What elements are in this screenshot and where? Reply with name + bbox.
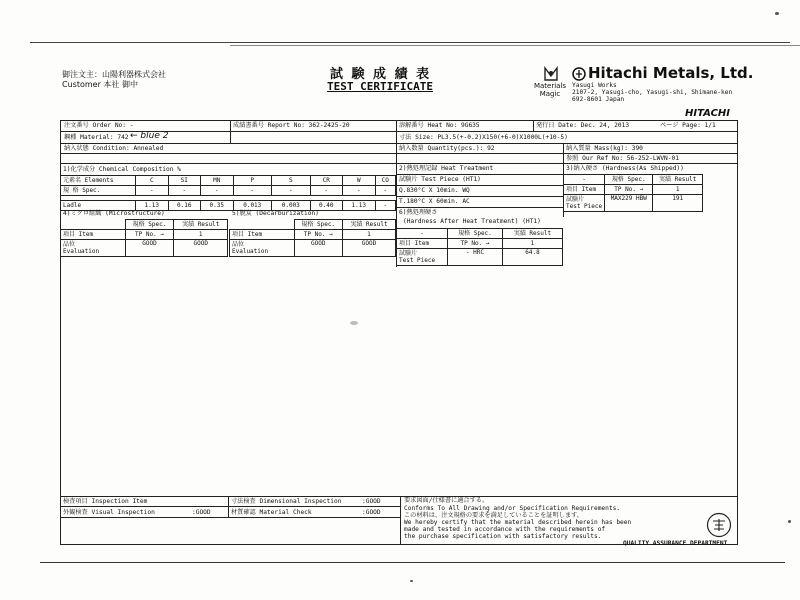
page-title: TEST CERTIFICATE (327, 80, 433, 93)
hardness-after-tp-label: TP No. → (448, 239, 503, 249)
micro-eval-en: Evaluation (63, 248, 100, 255)
header-col-divider (230, 120, 231, 143)
certify-en-3: the purchase specification with satisfactory results. (404, 533, 602, 540)
certify-en-2: made and tested in accordance with the requirements of (404, 526, 606, 533)
chem-element: SI (168, 176, 201, 186)
chem-spec: - (233, 186, 272, 196)
heat-title: 2)熱処理記録 Heat Treatment (399, 165, 494, 172)
mass: 納入質量 Mass(kg): 390 (566, 145, 643, 152)
chem-ladle: 0.35 (201, 201, 234, 211)
hardness-after-piece-jp: 試験片 (399, 250, 418, 257)
visual-result: :GOOD (192, 509, 211, 516)
chem-element: MN (201, 176, 234, 186)
page-number: ページ Page: 1/1 (660, 122, 716, 129)
decarb-spec-label: 規格 Spec. (294, 220, 342, 230)
dimensional-result: :GOOD (362, 498, 381, 505)
header-row-divider (396, 163, 738, 164)
section-divider (60, 163, 396, 164)
micro-tp-label: TP No. → (125, 230, 174, 240)
hardness-shipped-piece-label (564, 195, 605, 212)
company-address-2: 692-8601 Japan (572, 96, 625, 103)
scan-speck (410, 580, 413, 582)
chem-element: CO (375, 176, 395, 186)
customer-label: 御注文主：山陽利器株式会社 (62, 70, 166, 79)
company-works: Yasugi Works (572, 82, 617, 89)
header-row-divider (60, 153, 738, 154)
chem-element: W (343, 176, 376, 186)
material-check: 材質確認 Material Check (231, 509, 312, 516)
chem-spec: - (343, 186, 376, 196)
hardness-after-item-label: 項目 Item (397, 239, 448, 249)
chem-spec: - (201, 186, 234, 196)
hardness-shipped-dash: - (564, 175, 605, 185)
chem-ladle: 0.40 (310, 201, 343, 211)
materials-magic-logo (535, 64, 567, 104)
micro-table (60, 219, 228, 257)
micro-item-label: 項目 Item (61, 230, 126, 240)
decarb-tp-label: TP No. → (294, 230, 342, 240)
micro-title: 4)ミクロ組織 (Microstructure) (63, 210, 165, 217)
chem-ladle: 1.13 (343, 201, 376, 211)
company-address-1: 2107-2, Yasugi-cho, Yasugi-shi, Shimane-ken (572, 89, 733, 96)
chem-table (60, 175, 396, 211)
heat-test-piece: 試験片 Test Piece (HT1) (399, 176, 481, 183)
chem-element: CR (310, 176, 343, 186)
hardness-shipped-title: 3)納入硬さ (Hardness(As Shipped)) (566, 165, 684, 172)
scan-speck (775, 12, 779, 15)
footer-divider (60, 506, 400, 507)
hardness-shipped-result-value: 191 (653, 195, 703, 212)
hardness-shipped-result-label: 実績 Result (653, 175, 703, 185)
customer-label-en: Customer 本社 御中 (62, 80, 138, 89)
chem-ladle: 0.16 (168, 201, 201, 211)
heat-quench: Q.830°C X 10min. WQ (399, 187, 470, 194)
qa-department: QUALITY ASSURANCE DEPARTMENT (623, 540, 728, 547)
footer-col-divider (400, 496, 401, 545)
heat-row-divider (396, 174, 563, 175)
chem-spec: - (136, 186, 169, 196)
chem-spec: - (375, 186, 395, 196)
decarb-result-value: GOOD (342, 240, 395, 257)
chem-spec: - (168, 186, 201, 196)
scan-speck (788, 520, 791, 523)
company-name: Hitachi Metals, Ltd. (588, 64, 754, 82)
heat-row-divider (396, 207, 563, 208)
chem-elements-label: 元素名 Elements (61, 176, 136, 186)
dimensional-inspection: 寸法検査 Dimensional Inspection (231, 498, 342, 505)
chem-spec: - (272, 186, 311, 196)
micro-result-label: 実績 Result (174, 220, 228, 230)
chem-spec: - (310, 186, 343, 196)
chem-ladle-label: Ladle (61, 201, 136, 211)
micro-spec-label: 規格 Spec. (125, 220, 174, 230)
chem-spec-label: 規 格 Spec. (61, 186, 136, 196)
decarb-title: 5)脱炭 (Decarburization) (232, 210, 319, 217)
hardness-after-table (396, 228, 563, 266)
decarb-eval-en: Evaluation (232, 248, 269, 255)
material-handwritten-note: ← blue 2 (130, 131, 169, 141)
micro-eval-jp: 品位 (63, 241, 76, 248)
header-col-divider (533, 120, 534, 131)
chem-ladle: 0.013 (233, 201, 272, 211)
chem-element: C (136, 176, 169, 186)
conform-en: Conforms To All Drawing and/or Specification Requirements. (404, 505, 621, 512)
conform-jp: 要求図面/仕様書に適合する。 (404, 497, 489, 504)
hardness-after-dash: - (397, 229, 448, 239)
delivery-condition: 納入状態 Condition: Annealed (64, 145, 164, 152)
hardness-after-result-value: 64.8 (502, 249, 562, 266)
visual-inspection: 外観検査 Visual Inspection (63, 509, 155, 516)
hardness-after-tp-value: 1 (502, 239, 562, 249)
hardness-after-piece-label (397, 249, 448, 266)
hitachi-wordmark: HITACHI (685, 108, 730, 119)
micro-tp-value: 1 (174, 230, 228, 240)
heat-temper: T.180°C X 60min. AC (399, 198, 470, 205)
decarb-spec-value: GOOD (294, 240, 342, 257)
hardness-after-result-label: 実績 Result (502, 229, 562, 239)
qa-stamp-icon (706, 512, 732, 538)
hardness-shipped-tp-value: 1 (653, 185, 703, 195)
hardness-after-subtitle: (Hardness After Heat Treatment) (HT1) (403, 218, 541, 225)
brand-name: Materials Magic (533, 82, 567, 98)
material-grade: 鋼種 Material: 742 (64, 134, 129, 141)
bottom-scan-edge (40, 562, 785, 563)
chem-element: S (272, 176, 311, 186)
hardness-shipped-spec-value: MAX229 HBW (605, 195, 653, 212)
decarb-item-label: 項目 Item (230, 230, 295, 240)
micro-eval-label (61, 240, 126, 257)
micro-spec-value: GOOD (125, 240, 174, 257)
hardness-after-title: 6)熱処理硬さ (399, 209, 438, 216)
chem-title: 1)化学成分 Chemical Composition % (63, 166, 181, 173)
material-check-result: :GOOD (362, 509, 381, 516)
heat-no: 溶解番号 Heat No: 9G635 (399, 122, 480, 129)
heat-row-divider (396, 185, 563, 186)
chem-ladle: 1.13 (136, 201, 169, 211)
hardness-after-piece-en: Test Piece (399, 257, 436, 264)
heat-row-divider (396, 196, 563, 197)
hardness-shipped-piece-en: Test Piece (566, 203, 603, 210)
title-jp: 試 験 成 績 表 (330, 67, 432, 82)
issue-date: 発行日 Date: Dec. 24, 2013 (536, 122, 630, 129)
footer-divider (60, 496, 738, 497)
chem-element: P (233, 176, 272, 186)
top-scan-edge-2 (230, 45, 800, 46)
hardness-after-spec-label: 規格 Spec. (448, 229, 503, 239)
footer-col-divider (228, 496, 229, 517)
hardness-shipped-table (563, 174, 703, 212)
chem-ladle: - (375, 201, 395, 211)
size-spec: 寸法 Size: PL3.5(+-0.2)X150(+6-0)X1000L(+10-5) (399, 134, 568, 141)
decarb-tp-value: 1 (342, 230, 395, 240)
report-no: 成績書番号 Report No: 362-2425-20 (233, 122, 350, 129)
header-row-divider (60, 143, 738, 144)
inspection-item-label: 検査項目 Inspection Item (63, 498, 148, 505)
hardness-after-spec-value: - HRC (448, 249, 503, 266)
hardness-shipped-spec-label: 規格 Spec. (605, 175, 653, 185)
chem-ladle: 0.003 (272, 201, 311, 211)
hardness-shipped-piece-jp: 試験片 (566, 196, 585, 203)
certify-jp: この材料は、注文規格の要求を満足していることを証明します。 (404, 512, 583, 519)
order-no: 注文番号 Order No: - (64, 122, 134, 129)
certify-en-1: We hereby certify that the material described herein has been (404, 519, 632, 526)
decarb-result-label: 実績 Result (342, 220, 395, 230)
top-scan-edge (30, 42, 790, 43)
hardness-shipped-item-label: 項目 Item (564, 185, 605, 195)
micro-result-value: GOOD (174, 240, 228, 257)
hardness-shipped-tp-label: TP No. → (605, 185, 653, 195)
quantity: 納入数量 Quantity(pcs.): 92 (399, 145, 495, 152)
our-ref: 参照 Our Ref No: 56-252-LWVN-01 (566, 155, 679, 162)
decarb-eval-jp: 品位 (232, 241, 245, 248)
footer-divider (60, 517, 400, 518)
decarb-eval-label (230, 240, 295, 257)
decarb-table (229, 219, 396, 257)
